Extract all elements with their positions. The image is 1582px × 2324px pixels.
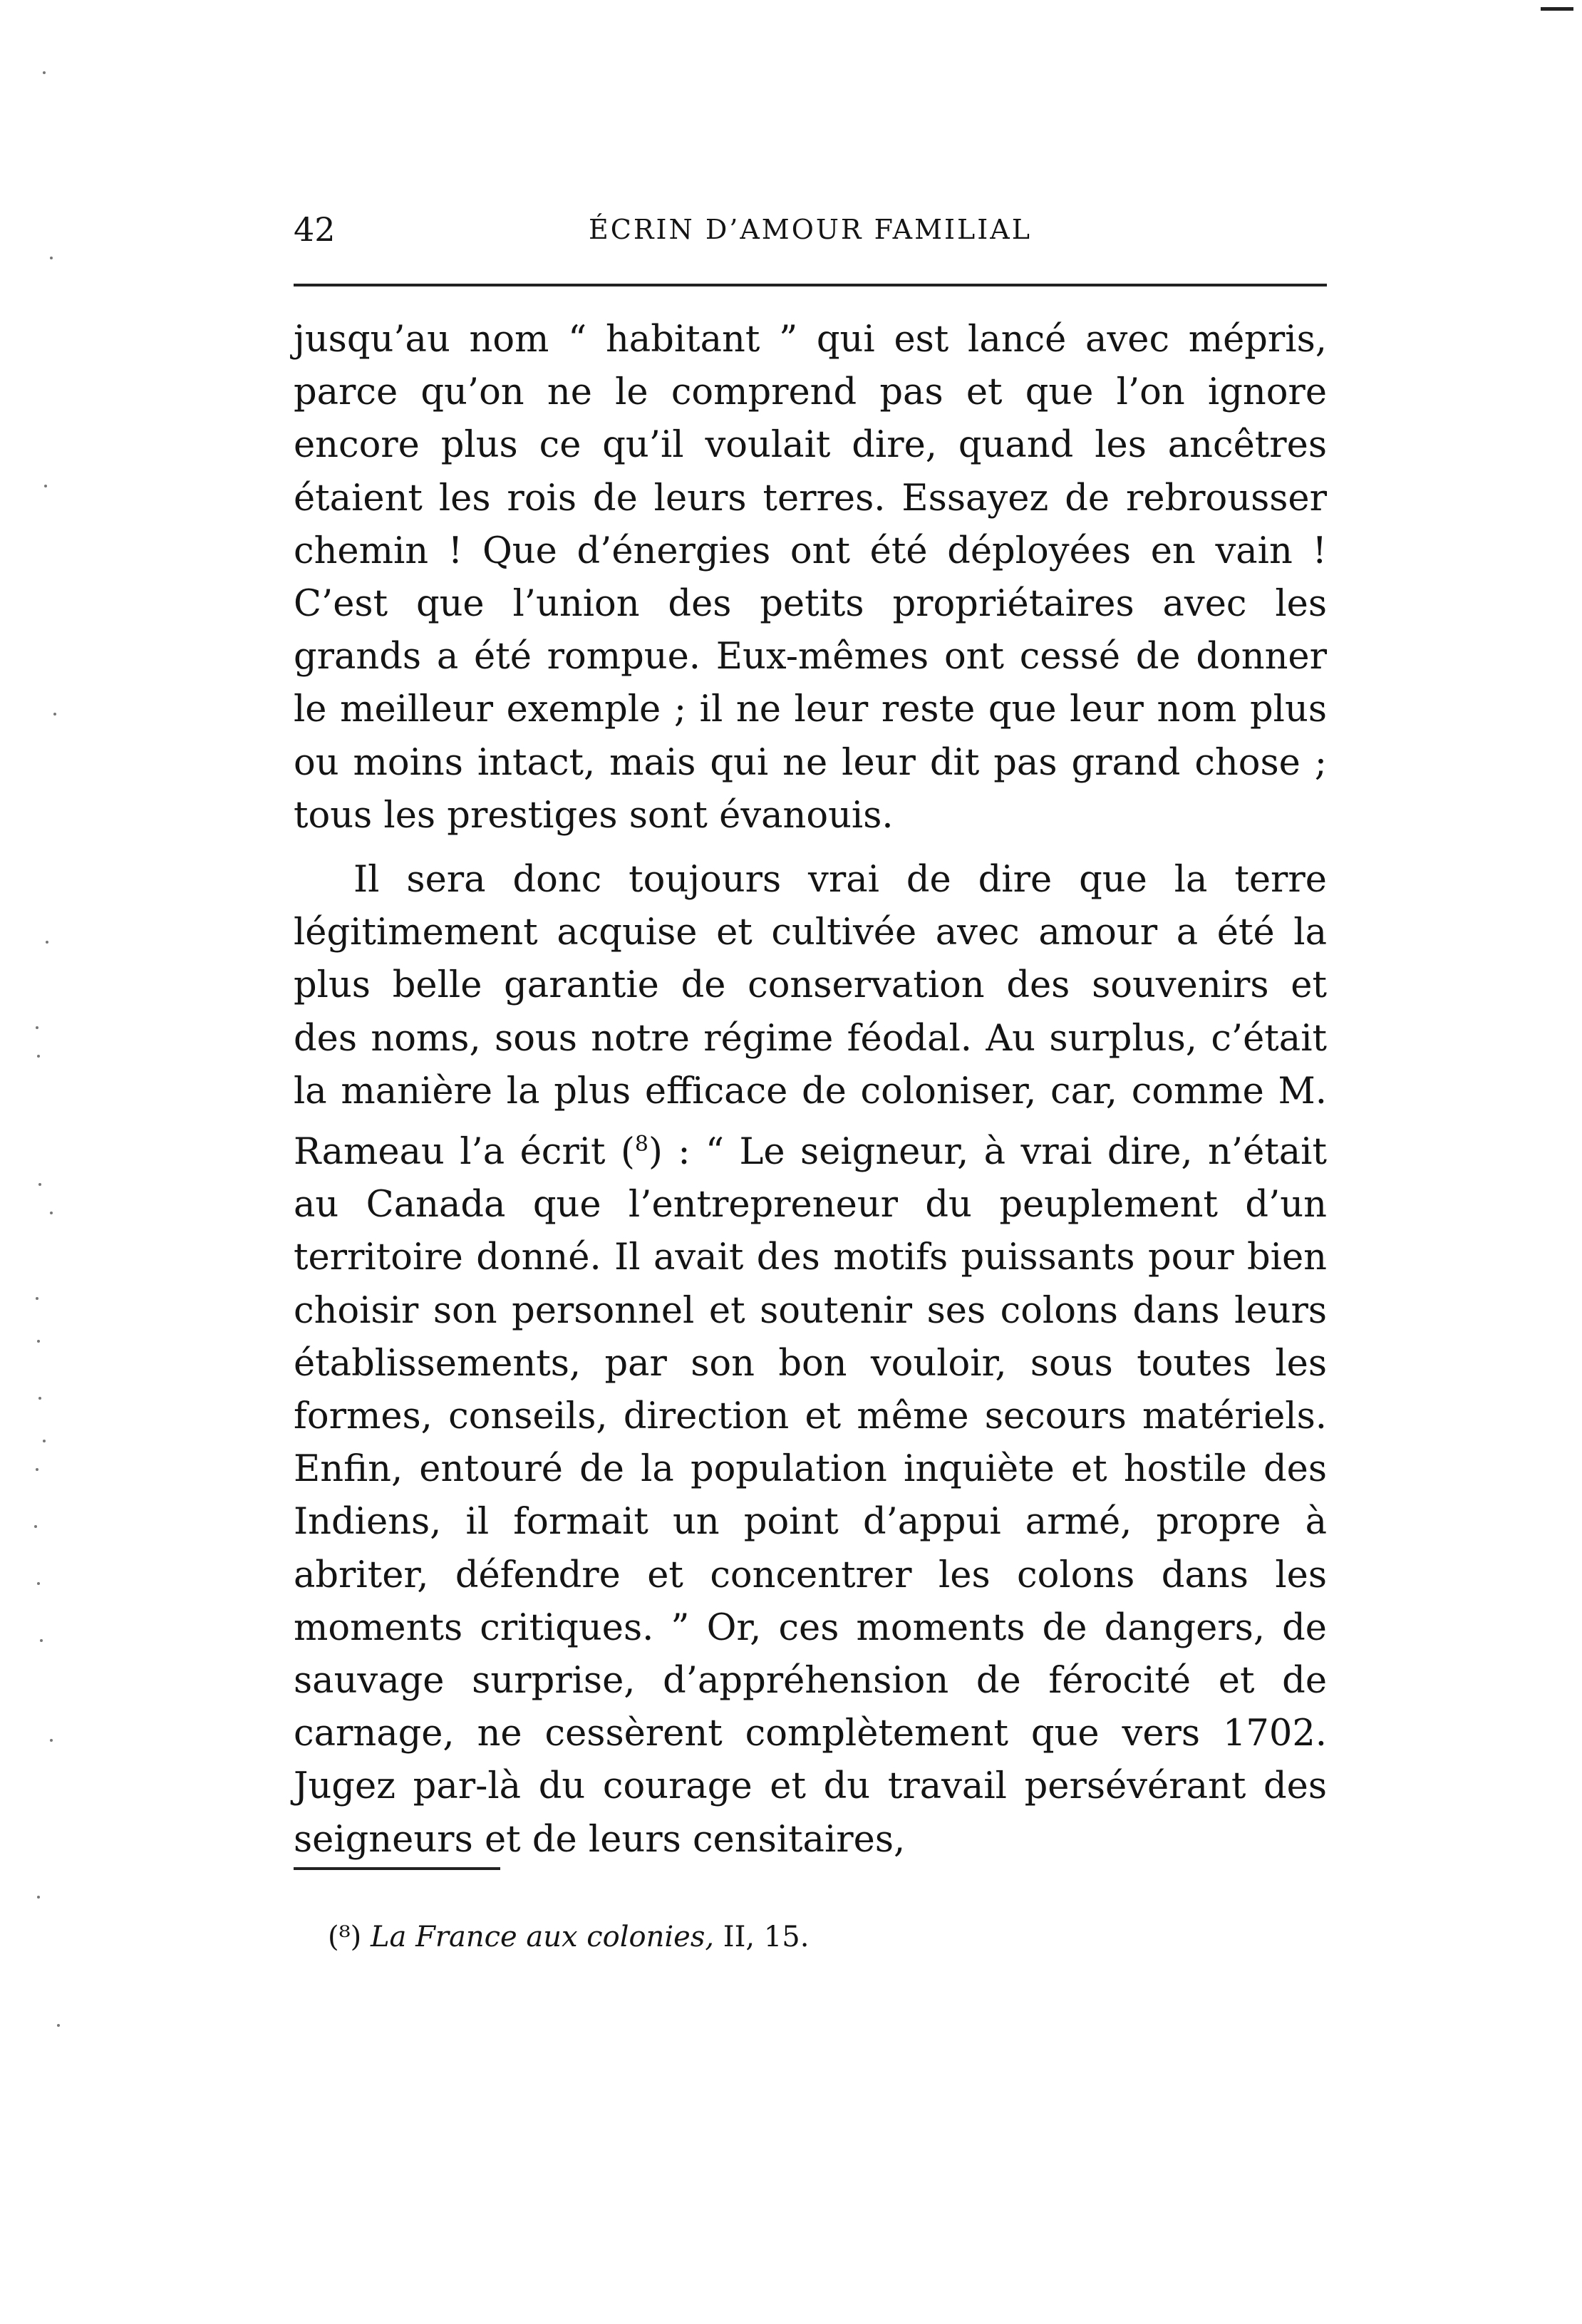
footnote-reference-text: II, 15. — [723, 1921, 810, 1953]
paragraph-text: Il sera donc toujours vrai de dire que la terre légitimement acquise et cultivée avec amour a été la plus belle garantie de conservation des souvenirs et des noms, sous notre régime féodal. Au surplus, c’était la manière la plus efficace de coloniser, car, comme M. Rameau l’a écrit ( — [294, 859, 1327, 1174]
running-head: ÉCRIN D’AMOUR FAMILIAL — [589, 214, 1032, 245]
main-text — [294, 314, 1327, 1866]
footnote-title: La France aux colonies, — [370, 1921, 715, 1953]
footnote-rule — [294, 1867, 500, 1870]
footnote-mark: (⁸) — [328, 1921, 362, 1953]
page-number: 42 — [294, 210, 336, 249]
corner-mark — [1541, 7, 1573, 11]
footnote — [328, 1917, 809, 1957]
margin-specks — [29, 43, 71, 2109]
footnote-reference[interactable]: 8 — [634, 1132, 648, 1157]
paragraph-text: ) : “ Le seigneur, à vrai dire, n’était au Canada que l’entrepreneur du peuplement d’un territoire donné. Il avait des motifs puissants pour bien choisir son personnel et soutenir ses colons dans leurs établissements, par son bon vouloir, sous toutes les formes, conseils, direction et même secours matériels. Enfin, entouré de la population inquiète et hostile des Indiens, il formait un point d’appui armé, propre à abriter, défendre et concentrer les colons dans les moments critiques. ” Or, ces moments de dangers, de sauvage surprise, d’appréhension de férocité et de carnage, ne cessèrent complètement que vers 1702. Jugez par-là du courage et du travail persévérant des seigneurs et de leurs censitaires, — [294, 1131, 1327, 1861]
paragraph — [294, 854, 1327, 1866]
paragraph: jusqu’au nom “ habitant ” qui est lancé avec mépris, parce qu’on ne le comprend pas et que l’on ignore encore plus ce qu’il voulait dire, quand les ancêtres étaient les rois de leurs terres. Essayez de rebrousser chemin ! Que d’énergies ont été déployées en vain ! C’est que l’union des petits propriétaires avec les grands a été rompue. Eux-mêmes ont cessé de donner le meilleur exemple ; il ne leur reste que leur nom plus ou moins intact, mais qui ne leur dit pas grand chose ; tous les prestiges sont évanouis. — [294, 319, 1327, 837]
header-rule — [294, 284, 1327, 286]
page-header — [294, 208, 1327, 251]
